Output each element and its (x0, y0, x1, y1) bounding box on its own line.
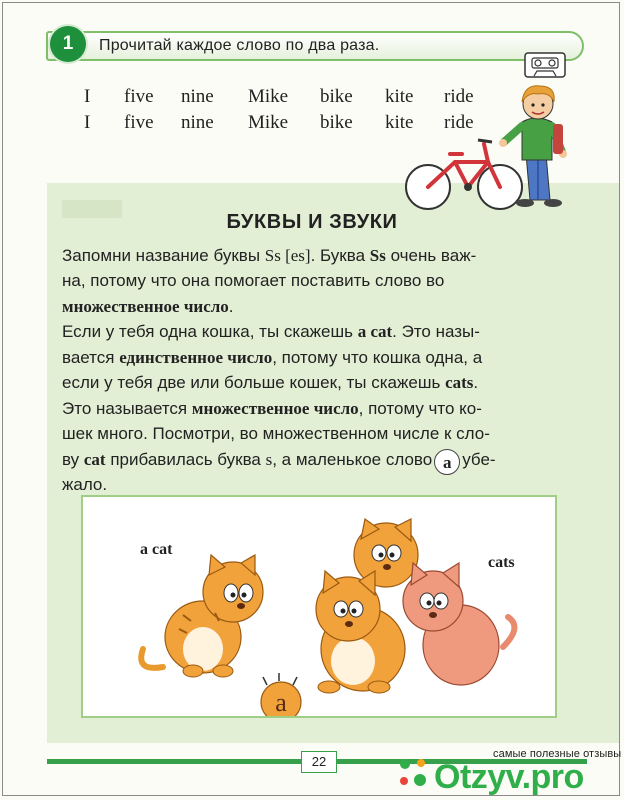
paragraph-line: шек много. Посмотри, во множественном числе к сло- (62, 424, 490, 443)
term-plural: множественное число (191, 399, 359, 418)
circled-article-a: a (434, 449, 460, 475)
paragraph-line: множественное число. (62, 297, 234, 316)
word: Mike (248, 112, 289, 133)
word: five (124, 86, 154, 107)
cat-pink (403, 563, 514, 685)
word: ride (444, 86, 474, 107)
word: kite (385, 86, 414, 107)
watermark-tagline: самые полезные отзывы (493, 748, 622, 760)
word: bike (320, 112, 353, 133)
boy-with-bicycle-illustration (400, 82, 590, 217)
watermark-logo-icon (395, 754, 431, 790)
word: I (84, 112, 91, 133)
cassette-icon (524, 52, 566, 78)
word: Mike (248, 86, 289, 107)
paragraph-line: жало. (62, 475, 108, 494)
word: five (124, 112, 154, 133)
single-cat (141, 555, 263, 677)
word: nine (181, 86, 214, 107)
label-a-cat: a cat (140, 541, 173, 558)
word: bike (320, 86, 353, 107)
term-plural: множественное число (62, 297, 229, 316)
word: ride (444, 112, 474, 133)
page-number: 22 (301, 751, 337, 773)
word: I (84, 86, 91, 107)
cats-drawing (83, 497, 555, 716)
cat-front (316, 571, 405, 693)
watermark-brand[interactable]: Otzyv.pro (434, 758, 584, 796)
word: nine (181, 112, 214, 133)
cat-back (354, 519, 418, 587)
paragraph-line: на, потому что она помогает поставить слово во (62, 271, 445, 290)
paragraph-line: Запомни название буквы Ss [es]. Буква Ss очень важ- (62, 246, 477, 265)
paragraph-line: ву cat прибавилась буква s, а маленькое слово a убе- (62, 447, 582, 475)
paragraph-line: Если у тебя одна кошка, ты скажешь a cat. Это назы- (62, 322, 480, 341)
label-cats: cats (488, 554, 515, 571)
paragraph-line: вается единственное число, потому что кошка одна, а (62, 348, 483, 367)
cats-illustration-frame (81, 495, 557, 718)
paragraph-line: если у тебя две или больше кошек, ты скажешь cats. (62, 373, 479, 392)
word: kite (385, 112, 414, 133)
runaway-letter-a-glyph: a (275, 688, 287, 716)
exercise-number-badge: 1 (50, 26, 86, 62)
paragraph-line: Это называется множественное число, потому что ко- (62, 399, 482, 418)
section-title: БУКВЫ И ЗВУКИ (226, 211, 398, 233)
exercise-instruction: Прочитай каждое слово по два раза. (99, 37, 380, 54)
term-singular: единственное число (119, 348, 273, 367)
